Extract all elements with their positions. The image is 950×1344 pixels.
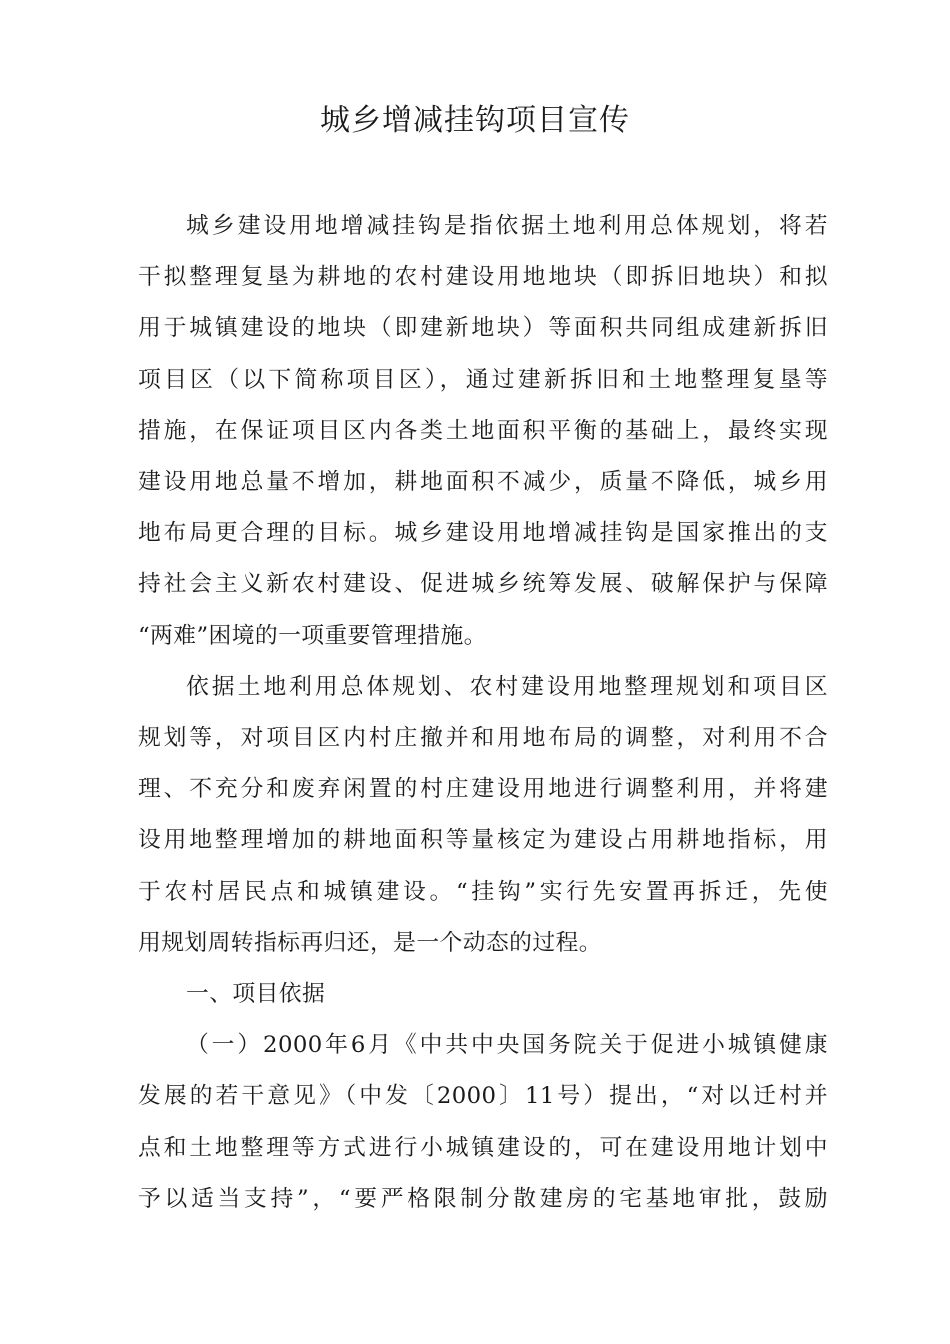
section-heading-text: 一、项目依据 [186, 981, 326, 1008]
paragraph-line: 予以适当支持”，“要严格限制分散建房的宅基地审批，鼓励 [138, 1185, 828, 1212]
paragraph-line: 地布局更合理的目标。城乡建设用地增减挂钩是国家推出的支 [138, 520, 828, 547]
paragraph-4 [138, 1020, 828, 1225]
paragraph-line: 措施，在保证项目区内各类土地面积平衡的基础上，最终实现 [138, 417, 828, 444]
paragraph-line: 用规划周转指标再归还，是一个动态的过程。 [138, 929, 602, 956]
paragraph-line: 点和土地整理等方式进行小城镇建设的，可在建设用地计划中 [138, 1134, 828, 1161]
paragraph-line: 持社会主义新农村建设、促进城乡统筹发展、破解保护与保障 [138, 571, 828, 598]
paragraph-1 [138, 201, 828, 662]
paragraph-line: 规划等，对项目区内村庄撤并和用地布局的调整，对利用不合 [138, 725, 828, 752]
paragraph-line: 理、不充分和废弃闲置的村庄建设用地进行调整利用，并将建 [138, 776, 828, 803]
section-heading [138, 969, 828, 1020]
paragraph-line: 建设用地总量不增加，耕地面积不减少，质量不降低，城乡用 [138, 469, 828, 496]
paragraph-line: 发展的若干意见》（中发〔2000〕11号）提出，“对以迁村并 [138, 1083, 828, 1110]
paragraph-line: （一）2000年6月《中共中央国务院关于促进小城镇健康 [186, 1032, 828, 1059]
paragraph-line: 设用地整理增加的耕地面积等量核定为建设占用耕地指标，用 [138, 827, 828, 854]
paragraph-line: 于农村居民点和城镇建设。“挂钩”实行先安置再拆迁，先使 [138, 878, 828, 905]
paragraph-line: 城乡建设用地增减挂钩是指依据土地利用总体规划，将若 [186, 213, 828, 239]
document-title: 城乡增减挂钩项目宣传 [320, 103, 630, 138]
paragraph-line: 项目区（以下简称项目区），通过建新拆旧和土地整理复垦等 [138, 366, 828, 393]
paragraph-line: “两难”困境的一项重要管理措施。 [138, 622, 487, 649]
paragraph-2 [138, 662, 828, 969]
document-body [138, 201, 828, 1225]
paragraph-line: 依据土地利用总体规划、农村建设用地整理规划和项目区 [186, 673, 828, 700]
paragraph-line: 干拟整理复垦为耕地的农村建设用地地块（即拆旧地块）和拟 [138, 264, 828, 291]
paragraph-line: 用于城镇建设的地块（即建新地块）等面积共同组成建新拆旧 [138, 315, 828, 342]
